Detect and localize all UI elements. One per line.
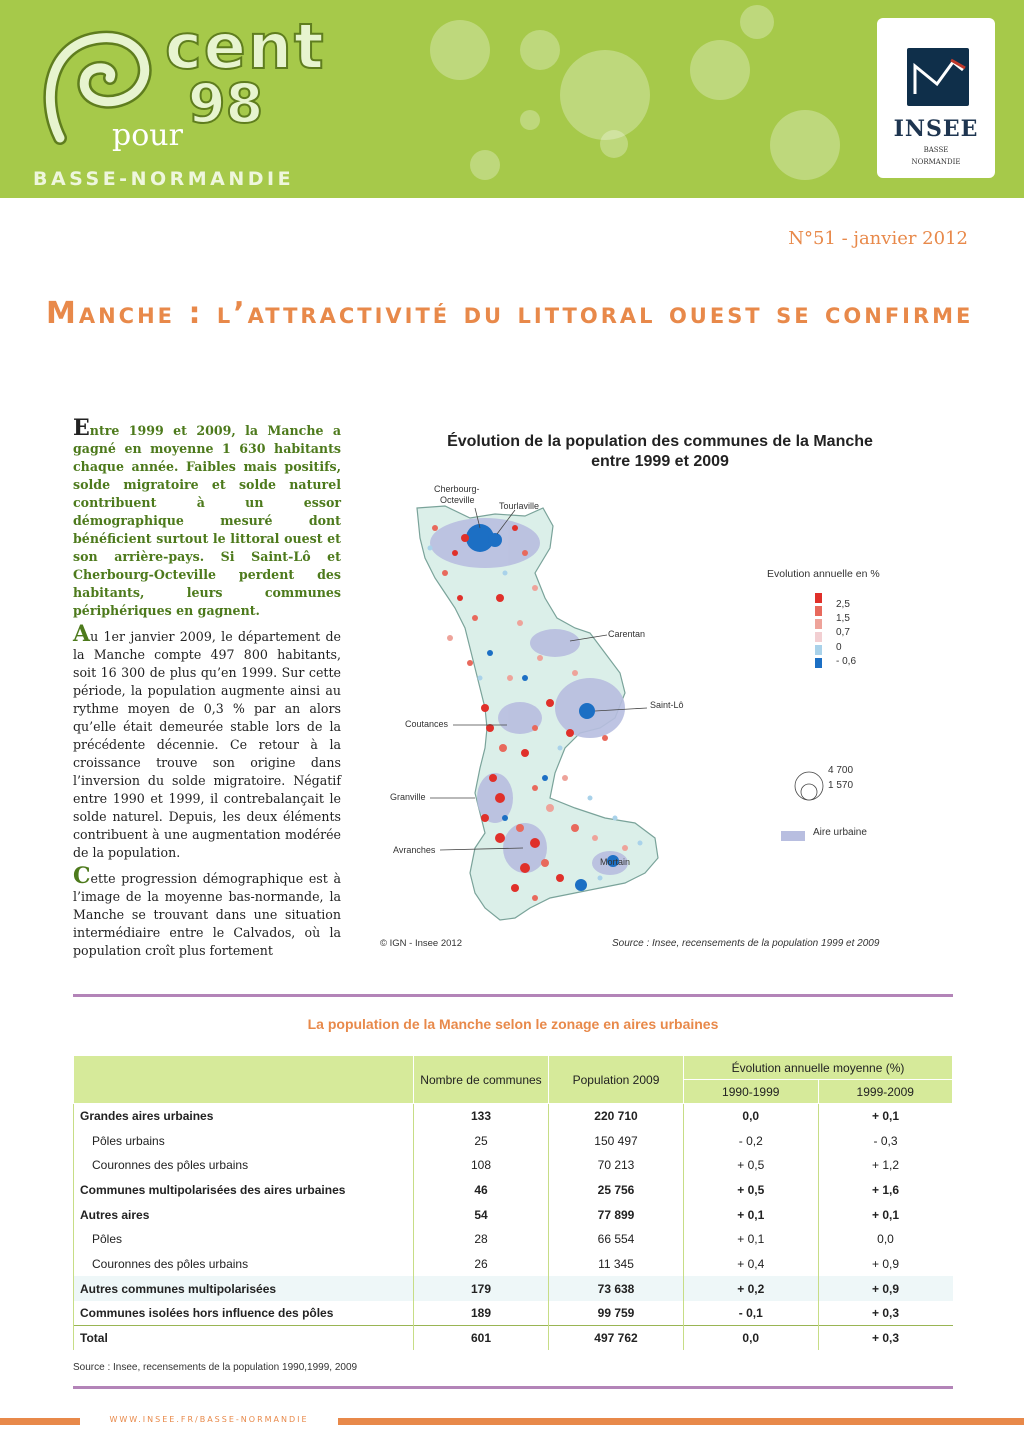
table-header-period: 1999-2009 xyxy=(818,1080,953,1104)
row-label: Autres communes multipolarisées xyxy=(74,1276,414,1301)
table-row xyxy=(74,1301,953,1326)
place-label-coutances: Coutances xyxy=(405,719,449,729)
insee-logo[interactable] xyxy=(877,18,995,178)
table-row xyxy=(74,1227,953,1252)
cell-evol-1999: + 1,6 xyxy=(818,1178,953,1203)
table-row-total xyxy=(74,1326,953,1351)
cell-population: 70 213 xyxy=(549,1153,684,1178)
cell-population: 73 638 xyxy=(549,1276,684,1301)
lead-text: ntre 1999 et 2009, la Manche a gagné en moyenne 1 630 habitants chaque année. Faibles mais positifs, solde migratoire et solde naturel contribuent à un essor démographique mesuré dont bénéficient surtout le littoral ouest et son arrière-pays. Si Saint-Lô et Cherbourg-Octeville perdent des habitants, leurs communes périphériques en gagnent. xyxy=(73,423,341,618)
header-banner xyxy=(0,0,1024,198)
row-label: Total xyxy=(74,1326,414,1351)
population-table xyxy=(73,1055,953,1350)
table-title: La population de la Manche selon le zonage en aires urbaines xyxy=(307,1016,719,1032)
legend-value: 0,7 xyxy=(836,627,850,638)
decor-bubble xyxy=(690,40,750,100)
issue-number: N°51 - janvier 2012 xyxy=(788,228,968,249)
place-label-granville: Granville xyxy=(390,792,426,802)
table-row xyxy=(74,1252,953,1277)
decor-bubble xyxy=(770,110,840,180)
table-header-population: Population 2009 xyxy=(549,1056,684,1104)
table-source: Source : Insee, recensements de la population 1990,1999, 2009 xyxy=(73,1362,358,1373)
drop-cap: E xyxy=(73,415,90,441)
decor-bubble xyxy=(430,20,490,80)
paragraph-text: u 1er janvier 2009, le département de la Manche compte 497 800 habitants, soit 16 300 de plus qu’en 1999. Sur cette période, la population augmente ainsi au rythme moyen de 0,3 % par an alors qu’elle était demeurée stable lors de la précédente décennie. Ce retour à la croissance trouve son origine dans l’inversion du solde migratoire. Négatif entre 1990 et 1999, il contrebalançait le solde naturel. Depuis, les deux éléments contribuent à une augmentation modérée de la population. xyxy=(73,629,341,860)
cell-communes: 179 xyxy=(414,1276,549,1301)
cell-communes: 108 xyxy=(414,1153,549,1178)
cell-communes: 189 xyxy=(414,1301,549,1326)
lead-paragraph xyxy=(73,415,341,620)
cell-population: 150 497 xyxy=(549,1128,684,1153)
logo-pour: pour xyxy=(112,118,183,153)
population-map xyxy=(375,478,965,958)
footer-bar xyxy=(0,1418,80,1425)
cell-evol-1999: + 0,1 xyxy=(818,1104,953,1129)
cell-population: 99 759 xyxy=(549,1301,684,1326)
cell-evol-1990: - 0,2 xyxy=(684,1128,819,1153)
table-row xyxy=(74,1202,953,1227)
cell-evol-1999: + 0,3 xyxy=(818,1301,953,1326)
table-row xyxy=(74,1276,953,1301)
legend-value: - 0,6 xyxy=(836,656,857,667)
place-label-carentan: Carentan xyxy=(608,629,646,639)
place-label-avranches: Avranches xyxy=(393,845,436,855)
body-paragraph xyxy=(73,621,341,862)
cell-population: 25 756 xyxy=(549,1178,684,1203)
row-label: Communes isolées hors influence des pôles xyxy=(74,1301,414,1326)
insee-mark-icon xyxy=(907,48,969,106)
cell-communes: 25 xyxy=(414,1128,549,1153)
table-header-period: 1990-1999 xyxy=(684,1080,819,1104)
drop-cap: C xyxy=(73,863,91,889)
cell-evol-1999: + 0,9 xyxy=(818,1276,953,1301)
region-name: BASSE-NORMANDIE xyxy=(33,168,295,190)
row-label: Grandes aires urbaines xyxy=(74,1104,414,1129)
cell-population: 497 762 xyxy=(549,1326,684,1351)
cell-communes: 46 xyxy=(414,1178,549,1203)
cell-evol-1990: 0,0 xyxy=(684,1326,819,1351)
map-title-line: entre 1999 et 2009 xyxy=(591,453,729,470)
table-header-empty xyxy=(74,1056,414,1104)
map-title-line: Évolution de la population des communes de la Manche xyxy=(447,433,873,450)
legend-urban-area: Aire urbaine xyxy=(813,827,867,838)
decor-bubble xyxy=(470,150,500,180)
legend-size-large: 4 700 xyxy=(828,765,854,776)
decor-bubble xyxy=(520,30,560,70)
table-header-evolution: Évolution annuelle moyenne (%) xyxy=(684,1056,953,1080)
cell-population: 66 554 xyxy=(549,1227,684,1252)
place-label-mortain: Mortain xyxy=(600,857,631,867)
legend-value: 0 xyxy=(836,642,842,653)
decor-bubble xyxy=(560,50,650,140)
place-label-saint-lo: Saint-Lô xyxy=(650,700,684,710)
cell-evol-1999: + 0,9 xyxy=(818,1252,953,1277)
cell-evol-1999: + 0,1 xyxy=(818,1202,953,1227)
logo-cent: cent xyxy=(165,10,326,83)
decor-bubble xyxy=(740,5,774,39)
legend-value: 1,5 xyxy=(836,613,850,624)
legend-size-small: 1 570 xyxy=(828,780,854,791)
cell-evol-1990: + 0,1 xyxy=(684,1227,819,1252)
cell-communes: 601 xyxy=(414,1326,549,1351)
body-paragraph xyxy=(73,863,341,960)
decor-bubble xyxy=(520,110,540,130)
cell-communes: 54 xyxy=(414,1202,549,1227)
table-row xyxy=(74,1178,953,1203)
row-label: Communes multipolarisées des aires urbaines xyxy=(74,1178,414,1203)
divider xyxy=(73,994,953,997)
page-title: Manche : l’attractivité du littoral ouest se confirme xyxy=(46,296,974,331)
cell-evol-1990: + 0,5 xyxy=(684,1178,819,1203)
place-label-cherbourg: Cherbourg- xyxy=(434,484,480,494)
place-label-cherbourg: Octeville xyxy=(440,495,475,505)
divider xyxy=(73,1386,953,1389)
table-row xyxy=(74,1104,953,1129)
cell-evol-1990: + 0,5 xyxy=(684,1153,819,1178)
drop-cap: A xyxy=(73,621,91,647)
cell-evol-1990: + 0,1 xyxy=(684,1202,819,1227)
cell-population: 11 345 xyxy=(549,1252,684,1277)
cell-evol-1999: - 0,3 xyxy=(818,1128,953,1153)
cell-evol-1990: - 0,1 xyxy=(684,1301,819,1326)
article-column xyxy=(73,415,341,960)
row-label: Pôles urbains xyxy=(74,1128,414,1153)
footer-bar xyxy=(338,1418,1024,1425)
cell-communes: 26 xyxy=(414,1252,549,1277)
cell-evol-1990: 0,0 xyxy=(684,1104,819,1129)
map-title xyxy=(380,432,940,472)
insee-sub: NORMANDIE xyxy=(911,158,961,166)
cell-communes: 28 xyxy=(414,1227,549,1252)
footer-url-link[interactable]: WWW.INSEE.FR/BASSE-NORMANDIE xyxy=(84,1415,334,1424)
table-row xyxy=(74,1153,953,1178)
cell-population: 77 899 xyxy=(549,1202,684,1227)
table-row xyxy=(74,1128,953,1153)
cell-evol-1990: + 0,2 xyxy=(684,1276,819,1301)
table-header-communes: Nombre de communes xyxy=(414,1056,549,1104)
cell-communes: 133 xyxy=(414,1104,549,1129)
cell-evol-1999: + 0,3 xyxy=(818,1326,953,1351)
map-credit: © IGN - Insee 2012 xyxy=(380,938,462,949)
legend-title: Evolution annuelle en % xyxy=(767,568,880,580)
place-label-tourlaville: Tourlaville xyxy=(499,501,540,511)
map-source: Source : Insee, recensements de la population 1999 et 2009 xyxy=(612,938,880,949)
paragraph-text: ette progression démographique est à l’image de la moyenne bas-normande, la Manche se trouvant dans une situation intermédiaire entre le Calvados, où la population croît plus fortement xyxy=(73,871,341,958)
row-label: Couronnes des pôles urbains xyxy=(74,1252,414,1277)
legend-value: 2,5 xyxy=(836,599,850,610)
insee-sub: BASSE xyxy=(923,146,949,154)
cell-population: 220 710 xyxy=(549,1104,684,1129)
decor-bubble xyxy=(600,130,628,158)
cell-evol-1999: + 1,2 xyxy=(818,1153,953,1178)
logo-number: 98 xyxy=(188,72,264,135)
row-label: Pôles xyxy=(74,1227,414,1252)
cell-evol-1999: 0,0 xyxy=(818,1227,953,1252)
row-label: Autres aires xyxy=(74,1202,414,1227)
insee-wordmark: INSEE xyxy=(893,116,979,142)
cell-evol-1990: + 0,4 xyxy=(684,1252,819,1277)
row-label: Couronnes des pôles urbains xyxy=(74,1153,414,1178)
